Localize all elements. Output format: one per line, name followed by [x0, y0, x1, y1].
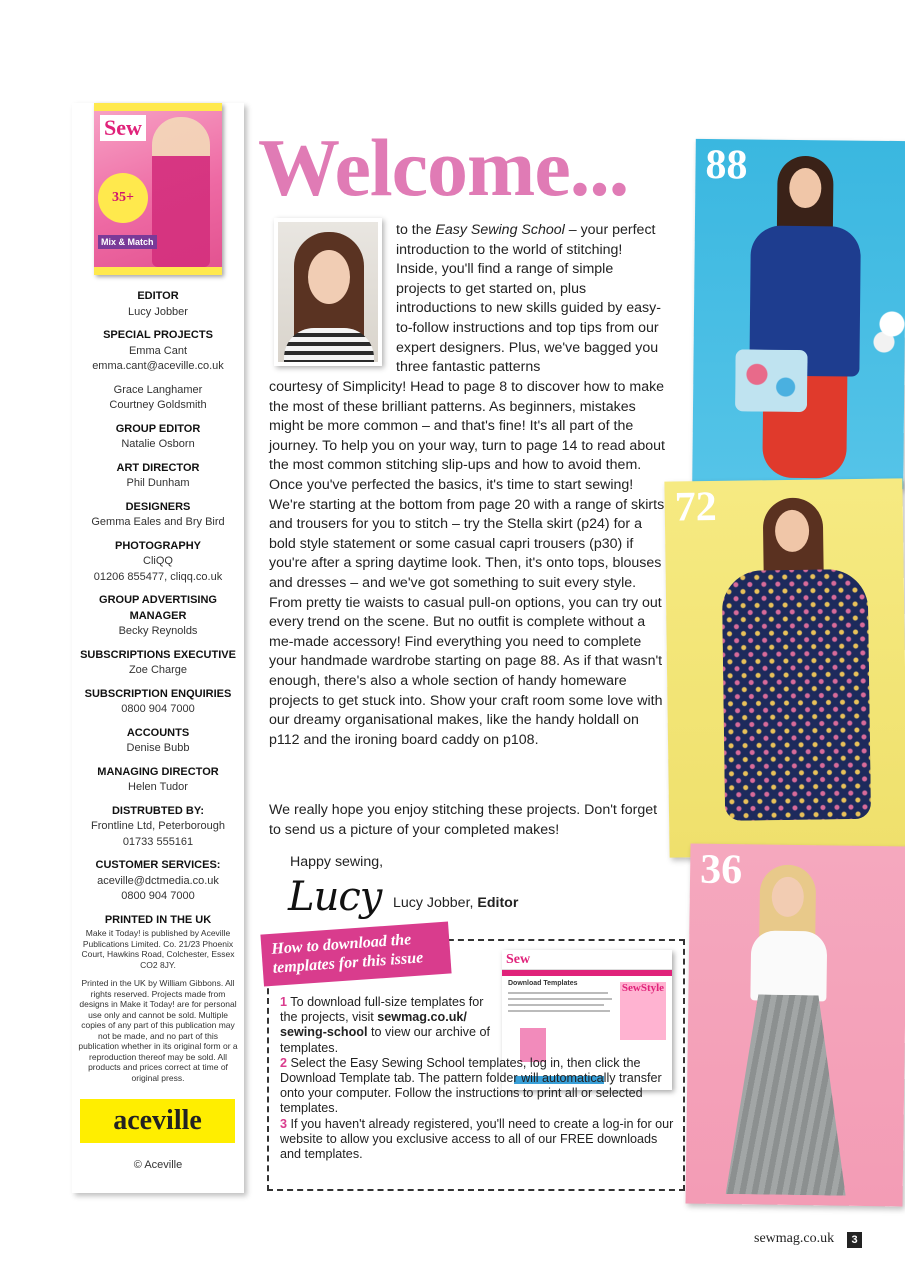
staff-entry: [72, 858, 244, 905]
staff-name: Courtney Goldsmith: [109, 399, 207, 411]
intro-emphasis: Easy Sewing School: [435, 222, 565, 238]
model-grey-skirt: [726, 994, 849, 1196]
staff-role: PHOTOGRAPHY: [115, 539, 201, 552]
staff-entry: [72, 765, 244, 796]
project-photo-36: [685, 844, 905, 1207]
portrait-striped-top: [284, 328, 374, 362]
body-paragraph: courtesy of Simplicity! Head to page 8 to discover how to make the most of these brilliant patterns. As beginners, mistakes might be more common – and that's fine! It's all part of the journey. To help you on your way, turn to page 14 to read about the most common stitching slip-ups and how to avoid them. Once you've perfected the basics, it's time to start sewing! We're starting at the bottom from page 20 with a range of skirts and trousers for you to stitch – try the Stella skirt (p24) for a bold style statement or some casual capri trousers (p30) if you're after a spring daytime look. Then, it's onto tops, blouses and dresses – and we've got something to suit every style. From pretty tie waists to casual pull-on options, you can try out every trend on the scene. But no outfit is complete without a me-made accessory! Find everything you need to complete your handmade wardrobe starting on page 88. As if that wasn't enough, there's also a whole section of handy homeware projects to get stuck into. Show your craft room some love with our dreamy organisational makes, like the handy holdall on p112 and the ironing board caddy on p108.: [269, 379, 665, 748]
web-nav-bar: [502, 970, 672, 976]
editor-title: Editor: [477, 895, 519, 911]
step-text: Select the Easy Sewing School templates, log in, then click the Download Template tab. The pattern folder will automatically transfer onto your computer. Follow the instructions to print all or selected templates.: [280, 1055, 662, 1116]
staff-email: aceville@dctmedia.co.uk: [97, 874, 219, 887]
staff-role: SUBSCRIPTION ENQUIRIES: [84, 687, 232, 700]
model-white-top: [750, 930, 827, 1001]
web-text-line: [508, 992, 608, 994]
staff-entry: [72, 687, 244, 718]
intro-post: – your perfect introduction to the world of stitching! Inside, you'll find a range of simple projects to get started on, plus introductions to new skills guided by easy-to-follow instructions and top tips from our expert designers. Plus, we've bagged you three fantastic patterns: [396, 222, 661, 376]
printed-block: [72, 913, 244, 1084]
magazine-cover-thumbnail: [94, 103, 222, 275]
white-flower-decoration: [872, 300, 905, 360]
staff-role: EDITOR: [137, 290, 179, 302]
step-number: 2: [280, 1055, 288, 1070]
staff-name: Helen Tudor: [128, 781, 188, 793]
editor-photo: [274, 218, 382, 366]
staff-column: [72, 103, 244, 1193]
staff-phone: 0800 904 7000: [121, 703, 195, 715]
step-text: To download full-size templates for the projects, visit: [280, 995, 484, 1025]
step-text: to view our archive of templates.: [280, 1025, 490, 1055]
editor-name: Lucy Jobber,: [393, 895, 478, 911]
staff-entry: [72, 648, 244, 679]
staff-entry: [72, 593, 244, 640]
staff-entry: [72, 539, 244, 586]
staff-name: Grace Langhamer: [113, 383, 203, 396]
step-text: If you haven't already registered, you'll need to create a log-in for our website to allow you exclusive access to all of our FREE downloads and templates.: [280, 1116, 674, 1162]
staff-role: SUBSCRIPTIONS EXECUTIVE: [80, 648, 236, 661]
staff-entry: [72, 328, 244, 375]
staff-name: Lucy Jobber: [128, 305, 188, 318]
staff-role: ACCOUNTS: [126, 726, 190, 739]
model-print-dress: [722, 569, 871, 821]
staff-name: Zoe Charge: [128, 664, 188, 676]
editor-signature: Lucy: [288, 874, 382, 920]
staff-role: CUSTOMER SERVICES:: [95, 859, 221, 871]
staff-entry: [72, 289, 244, 320]
step-number: 3: [280, 1116, 288, 1131]
aceville-logo: aceville: [80, 1099, 235, 1143]
cover-mix-label: Mix & Match: [98, 235, 157, 249]
staff-entry: [72, 804, 244, 851]
page-number: 3: [847, 1232, 862, 1248]
staff-role: DESIGNERS: [125, 500, 191, 513]
staff-role: ART DIRECTOR: [116, 461, 200, 474]
intro-paragraph: [396, 221, 666, 378]
staff-email: emma.cant@aceville.co.uk: [92, 360, 224, 372]
download-step-2: [280, 1056, 680, 1117]
staff-role: MANAGING DIRECTOR: [97, 765, 219, 778]
staff-entry: [72, 726, 244, 757]
project-page-number: 36: [699, 846, 743, 894]
download-badge: How to download the templates for this issue: [260, 922, 451, 987]
download-steps: [280, 995, 680, 1162]
staff-entry: [72, 461, 244, 492]
step-link[interactable]: sewmag.co.uk/ sewing-school: [280, 1010, 467, 1040]
closing-paragraph: We really hope you enjoy stitching these projects. Don't forget to send us a picture of your completed makes!: [269, 802, 658, 838]
staff-name: Emma Cant: [128, 344, 188, 357]
portrait-face: [308, 250, 350, 304]
page-title: Welcome...: [258, 122, 629, 213]
staff-role: DISTRUBTED BY:: [111, 804, 205, 817]
web-page-title: Download Templates: [508, 980, 578, 987]
staff-entry: [72, 500, 244, 531]
cover-model: [152, 117, 210, 267]
staff-list: [72, 289, 244, 1091]
cover-bottom-strip: [94, 267, 222, 275]
staff-name: Gemma Eales and Bry Bird: [91, 516, 225, 528]
cover-top-strip: [94, 103, 222, 111]
model-floral-bag: [735, 349, 808, 412]
step-number: 1: [280, 995, 288, 1009]
editor-byline: [393, 895, 518, 911]
staff-role: GROUP ADVERTISING MANAGER: [99, 594, 217, 622]
staff-entry: [72, 422, 244, 453]
download-step-3: [280, 1117, 680, 1163]
staff-phone: 0800 904 7000: [121, 890, 195, 902]
printed-heading: PRINTED IN THE UK: [104, 913, 212, 926]
project-page-number: 72: [674, 483, 718, 531]
cover-burst: 35+: [98, 173, 148, 223]
printed-note: Printed in the UK by William Gibbons. All rights reserved. Projects made from designs in Make it Today! are for personal use only and cannot be sold. Multiple copies of any part of this publication may not be made, and no part of this publication whether in its original form or a reproduction thereof may be sold. All products and prices correct at time of original press.: [78, 978, 238, 1083]
sign-off: Happy sewing,: [290, 854, 384, 870]
editor-portrait: [278, 222, 378, 362]
staff-name: Frontline Ltd, Peterborough: [91, 820, 225, 832]
staff-contact: 01206 855477, cliqq.co.uk: [93, 570, 223, 583]
web-logo: Sew: [506, 952, 531, 967]
staff-name: Denise Bubb: [126, 742, 190, 754]
web-brand-panel: SewStyle: [620, 982, 666, 1040]
staff-role: GROUP EDITOR: [115, 422, 201, 435]
copyright: © Aceville: [133, 1159, 183, 1171]
project-page-number: 88: [705, 142, 748, 189]
project-photo-72: [664, 478, 905, 857]
cover-brand: Sew: [100, 115, 146, 141]
printed-text: Make it Today! is published by Aceville Publications Limited. Co. 21/23 Phoenix Court, Hawkins Road, Colchester, Essex CO2 8JY.: [81, 928, 235, 970]
staff-name: Phil Dunham: [126, 477, 190, 489]
staff-name: CliQQ: [143, 555, 173, 567]
staff-phone: 01733 555161: [122, 835, 194, 848]
staff-role: SPECIAL PROJECTS: [103, 329, 213, 341]
footer-url[interactable]: sewmag.co.uk: [754, 1231, 835, 1246]
staff-entry: [72, 383, 244, 414]
download-step-1: [280, 995, 500, 1056]
staff-name: Becky Reynolds: [118, 625, 198, 637]
staff-name: Natalie Osborn: [121, 438, 195, 450]
intro-pre: to the: [396, 222, 436, 238]
